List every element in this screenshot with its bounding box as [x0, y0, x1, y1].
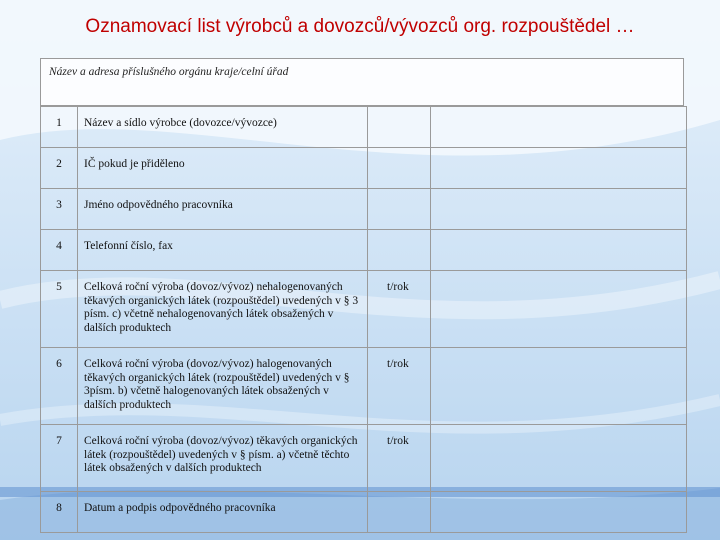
row-number: 5: [41, 271, 78, 348]
row-unit: [368, 148, 431, 189]
row-value-field[interactable]: [431, 348, 687, 425]
row-label: Datum a podpis odpovědného pracovníka: [78, 492, 368, 533]
row-label: Název a sídlo výrobce (dovozce/vývozce): [78, 107, 368, 148]
form-table: [40, 106, 687, 533]
row-unit: t/rok: [368, 425, 431, 492]
row-number: 3: [41, 189, 78, 230]
row-number: 4: [41, 230, 78, 271]
authority-label: Název a adresa příslušného orgánu kraje/celní úřad: [49, 66, 289, 78]
row-value-field[interactable]: [431, 230, 687, 271]
row-label: Celková roční výroba (dovoz/vývoz) nehalogenovaných těkavých organických látek (rozpouštědel) uvedených v § 3 písm. c) včetně nehalogenovaných látek obsažených v dalších produktech: [78, 271, 368, 348]
form-row: [41, 271, 687, 348]
authority-field[interactable]: [40, 58, 684, 106]
form-row: [41, 492, 687, 533]
row-number: 2: [41, 148, 78, 189]
row-label: Telefonní číslo, fax: [78, 230, 368, 271]
form-row: [41, 107, 687, 148]
row-value-field[interactable]: [431, 492, 687, 533]
form-row: [41, 425, 687, 492]
row-number: 6: [41, 348, 78, 425]
row-unit: [368, 492, 431, 533]
form-row: [41, 189, 687, 230]
row-value-field[interactable]: [431, 148, 687, 189]
row-value-field[interactable]: [431, 425, 687, 492]
row-value-field[interactable]: [431, 271, 687, 348]
row-unit: [368, 230, 431, 271]
row-label: IČ pokud je přiděleno: [78, 148, 368, 189]
page-title: Oznamovací list výrobců a dovozců/vývozců org. rozpouštědel …: [85, 16, 635, 37]
row-unit: [368, 107, 431, 148]
row-label: Jméno odpovědného pracovníka: [78, 189, 368, 230]
row-value-field[interactable]: [431, 107, 687, 148]
form-row: [41, 230, 687, 271]
row-number: 8: [41, 492, 78, 533]
row-label: Celková roční výroba (dovoz/vývoz) halogenovaných těkavých organických látek (rozpouštědel) uvedených v § 3písm. b) včetně halogenovaných látek obsažených v dalších produktech: [78, 348, 368, 425]
row-value-field[interactable]: [431, 189, 687, 230]
row-unit: t/rok: [368, 348, 431, 425]
form-row: [41, 148, 687, 189]
row-label: Celková roční výroba (dovoz/vývoz) těkavých organických látek (rozpouštědel) uvedených v § písm. a) včetně těchto látek obsažených v dalších produktech: [78, 425, 368, 492]
form-row: [41, 348, 687, 425]
row-number: 7: [41, 425, 78, 492]
row-unit: t/rok: [368, 271, 431, 348]
row-unit: [368, 189, 431, 230]
row-number: 1: [41, 107, 78, 148]
